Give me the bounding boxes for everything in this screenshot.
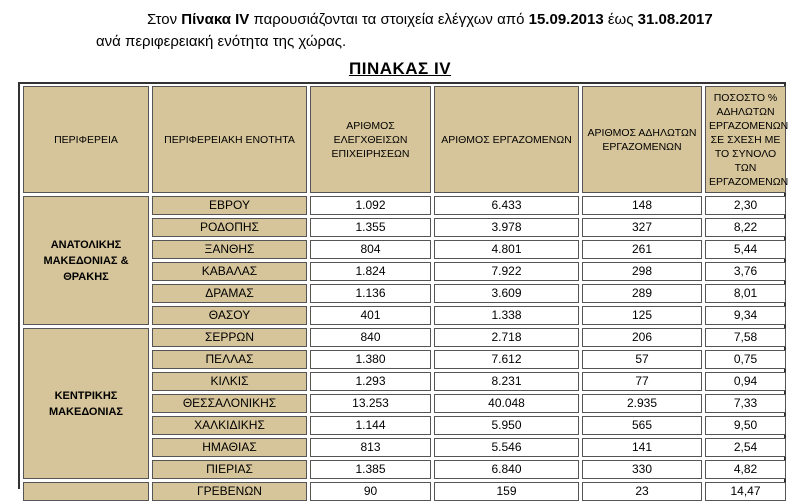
businesses-cell: 1.355 (310, 218, 431, 237)
undeclared-cell: 125 (582, 306, 702, 325)
percent-cell: 4,82 (705, 460, 786, 479)
header-undeclared: ΑΡΙΘΜΟΣ ΑΔΗΛΩΤΩΝ ΕΡΓΑΖΟΜΕΝΩΝ (582, 86, 702, 193)
unit-cell: ΣΕΡΡΩΝ (152, 328, 307, 347)
employees-cell: 40.048 (434, 394, 579, 413)
unit-cell: ΗΜΑΘΙΑΣ (152, 438, 307, 457)
businesses-cell: 1.092 (310, 196, 431, 215)
businesses-cell: 1.136 (310, 284, 431, 303)
employees-cell: 5.950 (434, 416, 579, 435)
businesses-cell: 90 (310, 482, 431, 501)
employees-cell: 6.433 (434, 196, 579, 215)
header-businesses: ΑΡΙΘΜΟΣ ΕΛΕΓΧΘΕΙΣΩΝ ΕΠΙΧΕΙΡΗΣΕΩΝ (310, 86, 431, 193)
unit-cell: ΡΟΔΟΠΗΣ (152, 218, 307, 237)
undeclared-cell: 565 (582, 416, 702, 435)
unit-cell: ΕΒΡΟΥ (152, 196, 307, 215)
employees-cell: 3.609 (434, 284, 579, 303)
header-employees: ΑΡΙΘΜΟΣ ΕΡΓΑΖΟΜΕΝΩΝ (434, 86, 579, 193)
employees-cell: 7.612 (434, 350, 579, 369)
intro-line-1 (147, 10, 713, 30)
unit-cell: ΧΑΛΚΙΔΙΚΗΣ (152, 416, 307, 435)
employees-cell: 7.922 (434, 262, 579, 281)
undeclared-cell: 141 (582, 438, 702, 457)
region-cell: ΚΕΝΤΡΙΚΗΣ ΜΑΚΕΔΟΝΙΑΣ (23, 328, 149, 479)
undeclared-cell: 206 (582, 328, 702, 347)
undeclared-cell: 77 (582, 372, 702, 391)
businesses-cell: 804 (310, 240, 431, 259)
intro-table-ref: Πίνακα IV (181, 11, 250, 28)
employees-cell: 159 (434, 482, 579, 501)
undeclared-cell: 57 (582, 350, 702, 369)
undeclared-cell: 261 (582, 240, 702, 259)
employees-cell: 6.840 (434, 460, 579, 479)
unit-cell: ΚΙΛΚΙΣ (152, 372, 307, 391)
businesses-cell: 1.385 (310, 460, 431, 479)
undeclared-cell: 2.935 (582, 394, 702, 413)
undeclared-cell: 298 (582, 262, 702, 281)
intro-conj: έως (603, 11, 638, 28)
percent-cell: 9,50 (705, 416, 786, 435)
intro-date-to: 31.08.2017 (637, 11, 713, 28)
businesses-cell: 1.144 (310, 416, 431, 435)
undeclared-cell: 148 (582, 196, 702, 215)
percent-cell: 3,76 (705, 262, 786, 281)
table-row (23, 196, 786, 215)
intro-line-2: ανά περιφερειακή ενότητα της χώρας. (96, 33, 347, 50)
businesses-cell: 401 (310, 306, 431, 325)
percent-cell: 0,94 (705, 372, 786, 391)
undeclared-cell: 327 (582, 218, 702, 237)
percent-cell: 9,34 (705, 306, 786, 325)
unit-cell: ΠΕΛΛΑΣ (152, 350, 307, 369)
employees-cell: 3.978 (434, 218, 579, 237)
percent-cell: 2,30 (705, 196, 786, 215)
intro-prefix: Στον (147, 11, 182, 28)
data-table (20, 83, 789, 504)
header-percent: ΠΟΣΟΣΤΟ % ΑΔΗΛΩΤΩΝ ΕΡΓΑΖΟΜΕΝΩΝ ΣΕ ΣΧΕΣΗ ΜΕ ΤΟ ΣΥΝΟΛΟ ΤΩΝ ΕΡΓΑΖΟΜΕΝΩΝ (705, 86, 786, 193)
businesses-cell: 813 (310, 438, 431, 457)
table-body (23, 196, 786, 501)
header-region: ΠΕΡΙΦΕΡΕΙΑ (23, 86, 149, 193)
undeclared-cell: 330 (582, 460, 702, 479)
unit-cell: ΘΕΣΣΑΛΟΝΙΚΗΣ (152, 394, 307, 413)
intro-date-from: 15.09.2013 (528, 11, 604, 28)
unit-cell: ΠΙΕΡΙΑΣ (152, 460, 307, 479)
employees-cell: 4.801 (434, 240, 579, 259)
unit-cell: ΞΑΝΘΗΣ (152, 240, 307, 259)
percent-cell: 8,22 (705, 218, 786, 237)
employees-cell: 8.231 (434, 372, 579, 391)
intro-middle: παρουσιάζονται τα στοιχεία ελέγχων από (249, 11, 529, 28)
undeclared-cell: 289 (582, 284, 702, 303)
region-cell (23, 482, 149, 501)
businesses-cell: 840 (310, 328, 431, 347)
header-row (23, 86, 786, 193)
employees-cell: 1.338 (434, 306, 579, 325)
businesses-cell: 1.293 (310, 372, 431, 391)
table-frame (18, 82, 789, 498)
businesses-cell: 1.380 (310, 350, 431, 369)
percent-cell: 7,58 (705, 328, 786, 347)
unit-cell: ΘΑΣΟΥ (152, 306, 307, 325)
percent-cell: 5,44 (705, 240, 786, 259)
unit-cell: ΓΡΕΒΕΝΩΝ (152, 482, 307, 501)
unit-cell: ΚΑΒΑΛΑΣ (152, 262, 307, 281)
unit-cell: ΔΡΑΜΑΣ (152, 284, 307, 303)
table-caption: ΠΙΝΑΚΑΣ IV (348, 59, 452, 78)
header-unit: ΠΕΡΙΦΕΡΕΙΑΚΗ ΕΝΟΤΗΤΑ (152, 86, 307, 193)
percent-cell: 14,47 (705, 482, 786, 501)
percent-cell: 8,01 (705, 284, 786, 303)
percent-cell: 7,33 (705, 394, 786, 413)
region-cell: ΑΝΑΤΟΛΙΚΗΣ ΜΑΚΕΔΟΝΙΑΣ & ΘΡΑΚΗΣ (23, 196, 149, 325)
employees-cell: 2.718 (434, 328, 579, 347)
businesses-cell: 13.253 (310, 394, 431, 413)
businesses-cell: 1.824 (310, 262, 431, 281)
table-row (23, 328, 786, 347)
percent-cell: 0,75 (705, 350, 786, 369)
employees-cell: 5.546 (434, 438, 579, 457)
table-row (23, 482, 786, 501)
percent-cell: 2,54 (705, 438, 786, 457)
undeclared-cell: 23 (582, 482, 702, 501)
